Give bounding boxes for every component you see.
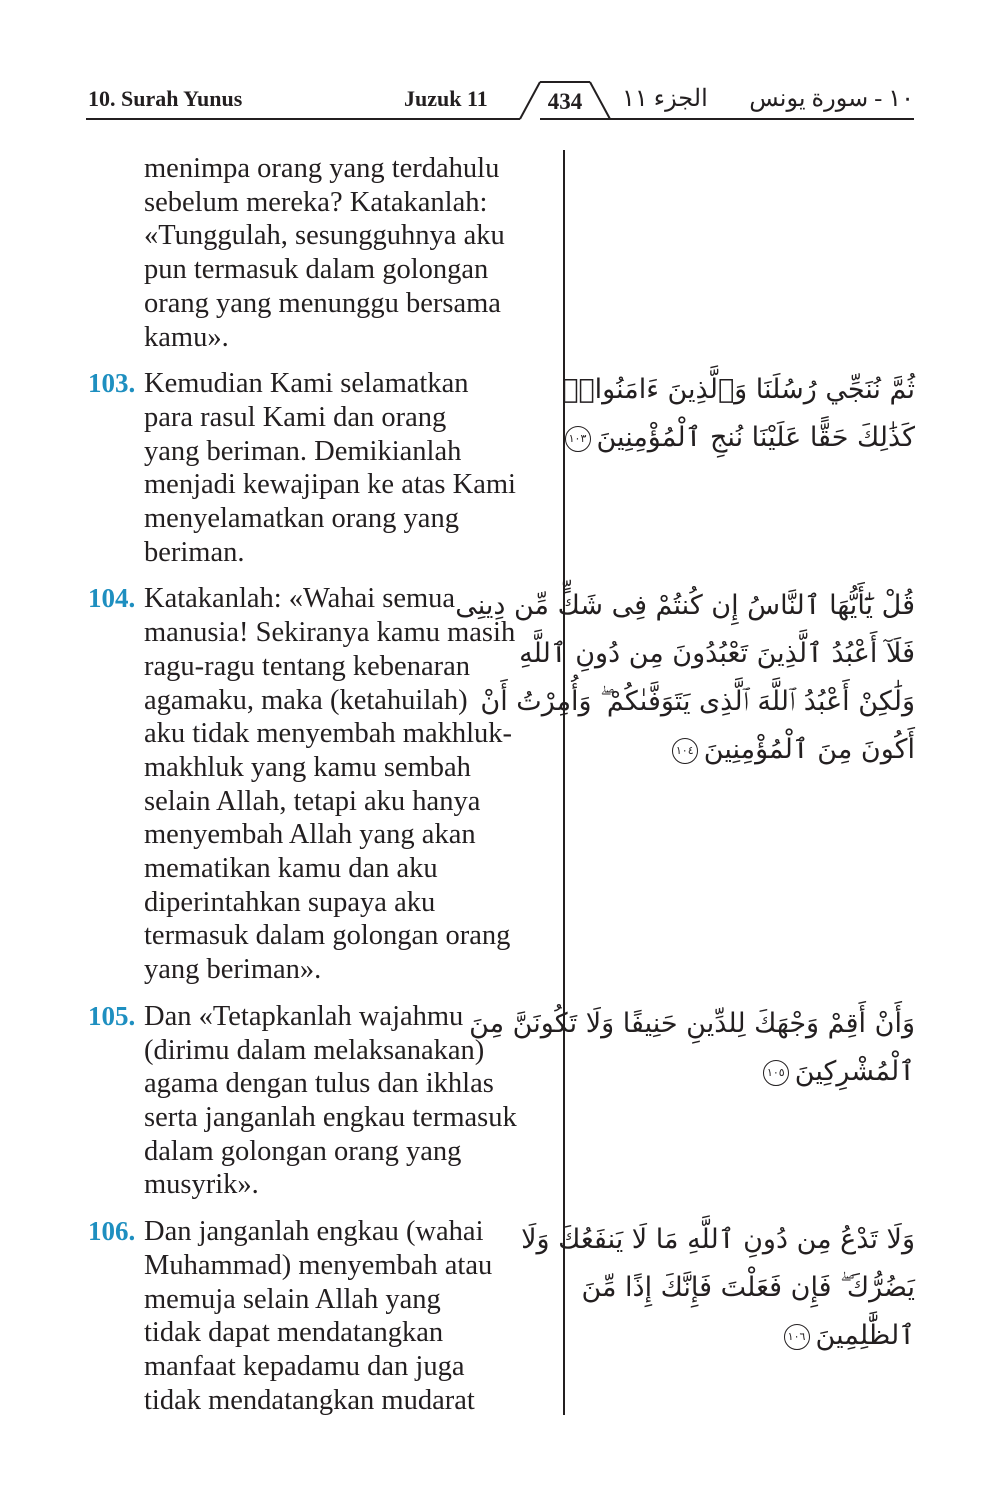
- text-line: ragu-ragu tentang kebenaran: [144, 650, 470, 682]
- text-line: agamaku, maka (ketahuilah): [144, 684, 468, 716]
- arabic-line: قُلْ يَٰٓأَيُّهَا ٱلنَّاسُ إِن كُنتُمْ فِى شَكٍّ مِّن دِينِى: [455, 590, 915, 621]
- arabic-line: فَلَآ أَعْبُدُ ٱلَّذِينَ تَعْبُدُونَ مِن دُونِ ٱللَّهِ: [519, 638, 915, 669]
- juz-label-latin: Juzuk 11: [404, 86, 488, 111]
- arabic-line: وَلَا تَدْعُ مِن دُونِ ٱللَّهِ مَا لَا يَنفَعُكَ وَلَا: [521, 1224, 915, 1255]
- ayah-end-marker: ١٠٤: [672, 738, 698, 764]
- arabic-line: ثُمَّ نُنَجِّي رُسُلَنَا وَٱلَّذِينَ ءَامَنُوا۟ۚ: [562, 374, 915, 405]
- text-line: Katakanlah: «Wahai semua: [144, 583, 456, 615]
- text-line: Kemudian Kami selamatkan: [144, 368, 469, 400]
- text-line: menyembah Allah yang akan: [144, 819, 476, 851]
- verse-continuation: [88, 152, 548, 354]
- text-line: serta janganlah engkau termasuk: [144, 1101, 517, 1133]
- page-number: 434: [547, 89, 583, 114]
- arabic-line: وَأَنْ أَقِمْ وَجْهَكَ لِلدِّينِ حَنِيفًا وَلَا تَكُونَنَّ مِنَ: [469, 1008, 915, 1039]
- verse-106: [88, 1215, 548, 1417]
- text-line: yang beriman. Demikianlah: [144, 435, 462, 467]
- text-line: tidak dapat mendatangkan: [144, 1317, 444, 1349]
- page-header: [0, 0, 1000, 130]
- ayah-end-marker: ١٠٥: [763, 1060, 789, 1086]
- text-line: menjadi kewajipan ke atas Kami: [144, 469, 516, 501]
- arabic-line: ٱلْمُشْرِكِينَ: [794, 1056, 915, 1087]
- ayah-end-marker: ١٠٣: [565, 426, 591, 452]
- arabic-verse-104: [455, 582, 915, 774]
- text-line: beriman.: [144, 536, 245, 568]
- text-line: yang beriman».: [144, 954, 322, 986]
- arabic-line: وَلَٰكِنْ أَعْبُدُ ٱللَّهَ ٱلَّذِى يَتَوَفَّىٰكُمْ ۖ وَأُمِرْتُ أَنْ: [480, 686, 915, 717]
- arabic-line-with-marker: [568, 414, 915, 462]
- text-line: Muhammad) menyembah atau: [144, 1249, 493, 1281]
- verse-number: 106.: [88, 1216, 136, 1247]
- text-line: (dirimu dalam melaksanakan): [144, 1034, 485, 1066]
- verse-number: 105.: [88, 1000, 136, 1031]
- translation-column: [88, 152, 548, 1430]
- text-line: aku tidak menyembah makhluk-: [144, 718, 513, 750]
- text-line: orang yang menunggu bersama: [144, 287, 501, 319]
- arabic-verse-106: [521, 1216, 915, 1360]
- text-line: Dan janganlah engkau (wahai: [144, 1216, 484, 1248]
- text-line: selain Allah, tetapi aku hanya: [144, 785, 481, 817]
- juz-label-arabic: الجزء ١١: [622, 86, 708, 112]
- arabic-verse-105: [469, 1000, 915, 1096]
- text-line: tidak mendatangkan mudarat: [144, 1384, 475, 1416]
- text-line: kamu».: [144, 321, 229, 353]
- arabic-line-with-marker: [595, 1048, 915, 1096]
- surah-title-latin: 10. Surah Yunus: [88, 86, 243, 111]
- verse-number: 104.: [88, 583, 136, 614]
- text-line: sebelum mereka? Katakanlah:: [144, 186, 488, 218]
- text-line: pun termasuk dalam golongan: [144, 254, 489, 286]
- surah-title-arabic: ١٠ - سورة يونس: [749, 86, 914, 112]
- verse-103: [88, 367, 548, 569]
- text-line: manfaat kepadamu dan juga: [144, 1350, 465, 1382]
- arabic-line: يَضُرُّكَ ۖ فَإِن فَعَلْتَ فَإِنَّكَ إِذًا مِّنَ: [581, 1272, 915, 1303]
- verse-number: 103.: [88, 368, 136, 399]
- text-line: menimpa orang yang terdahulu: [144, 153, 500, 184]
- text-line: «Tunggulah, sesungguhnya aku: [144, 220, 505, 252]
- arabic-line: كَذَٰلِكَ حَقًّا عَلَيْنَا نُنجِ ٱلْمُؤْمِنِينَ: [596, 422, 915, 453]
- arabic-line: أَكُونَ مِنَ ٱلْمُؤْمِنِينَ: [703, 734, 915, 765]
- text-line: Dan «Tetapkanlah wajahmu: [144, 1000, 464, 1032]
- text-line: dalam golongan orang yang: [144, 1135, 462, 1167]
- text-line: termasuk dalam golongan orang: [144, 920, 511, 952]
- text-line: makhluk yang kamu sembah: [144, 751, 471, 783]
- text-line: memuja selain Allah yang: [144, 1283, 441, 1315]
- arabic-verse-103: [562, 366, 915, 462]
- text-line: menyelamatkan orang yang: [144, 503, 459, 535]
- verse-104: [88, 582, 548, 986]
- text-line: manusia! Sekiranya kamu masih: [144, 617, 516, 649]
- arabic-line: ٱلظَّٰلِمِينَ: [815, 1320, 915, 1351]
- text-line: diperintahkan supaya aku: [144, 886, 436, 918]
- text-line: mematikan kamu dan aku: [144, 853, 438, 885]
- text-line: para rasul Kami dan orang: [144, 401, 447, 433]
- text-line: agama dengan tulus dan ikhlas: [144, 1068, 494, 1100]
- ayah-end-marker: ١٠٦: [784, 1324, 810, 1350]
- text-line: musyrik».: [144, 1169, 259, 1201]
- arabic-line-with-marker: [595, 726, 915, 774]
- arabic-line-with-marker: [595, 1312, 915, 1360]
